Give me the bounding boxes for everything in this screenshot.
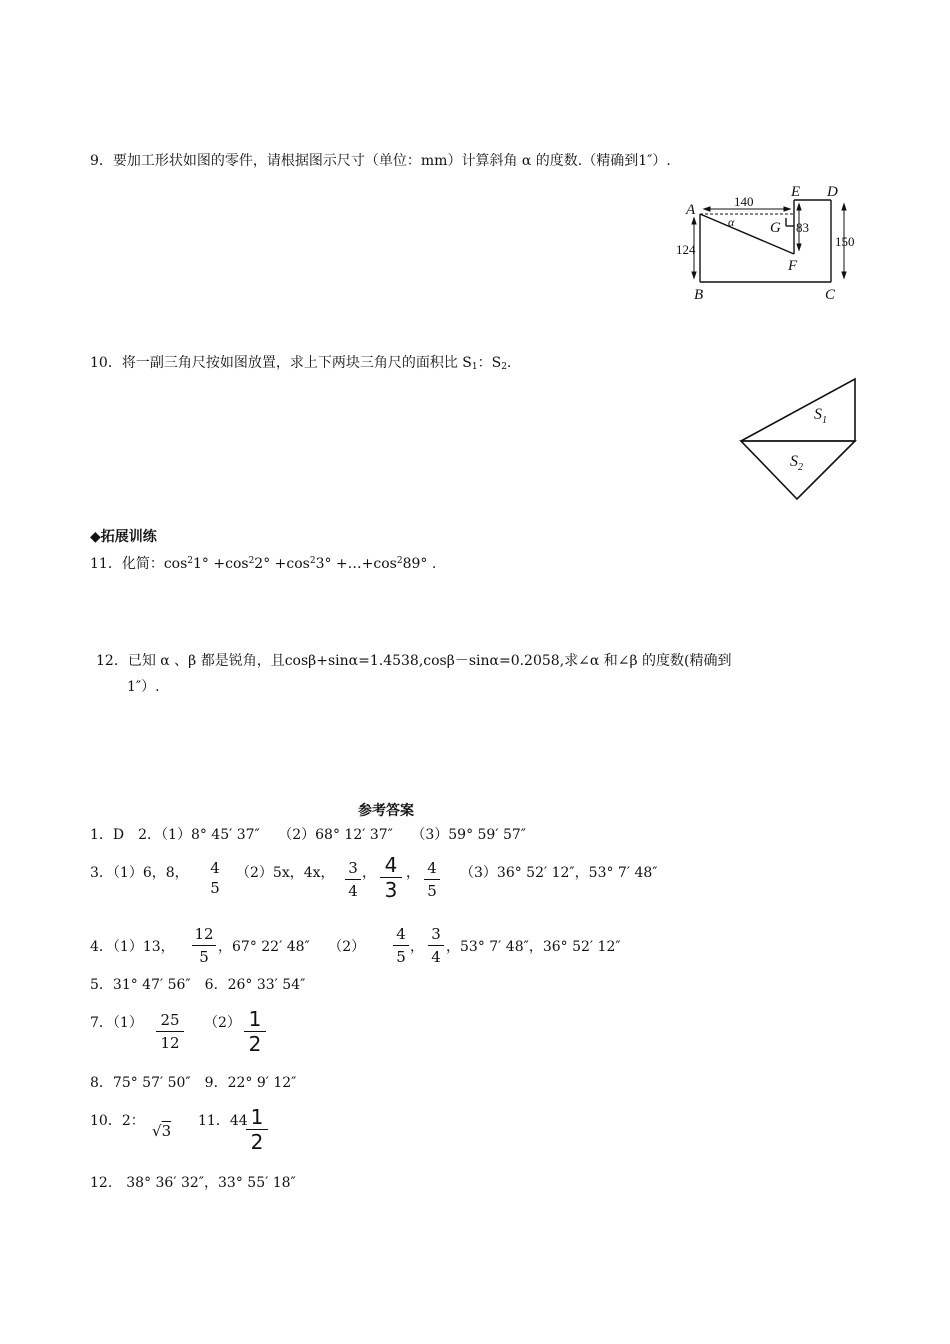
section-title: ◆拓展训练 xyxy=(90,529,157,545)
fig9-label-f: F xyxy=(788,258,798,274)
answer-4-part-3: ，53° 7′ 48″，36° 52′ 12″ xyxy=(446,939,621,955)
answer-7-part-2: （2） xyxy=(204,1015,241,1031)
fig9-label-b: B xyxy=(694,287,704,303)
answer-12: 12. 38° 36′ 32″，33° 55′ 18″ xyxy=(90,1175,296,1191)
answer-3-fraction-3: 4 3 xyxy=(380,854,402,901)
answer-3-fraction-2: 3 4 xyxy=(345,858,361,901)
answer-8-9: 8．75° 57′ 50″ 9．22° 9′ 12″ xyxy=(90,1075,297,1091)
fig9-label-g: G xyxy=(770,220,781,236)
answer-4-fraction-1: 12 5 xyxy=(192,924,216,967)
answer-7-fraction-2: 1 2 xyxy=(244,1008,266,1055)
figure-9-part-diagram xyxy=(668,182,868,304)
fig10-label-s2: $S_2$ xyxy=(790,453,803,473)
answer-3-fraction-4: 4 5 xyxy=(424,858,440,901)
answer-3-comma-2: ， xyxy=(406,865,420,881)
fig9-dim-124: 124 xyxy=(676,242,696,257)
fig9-label-d: D xyxy=(827,184,838,200)
answer-4-fraction-2: 4 5 xyxy=(393,924,409,967)
answer-10-sqrt: √3 xyxy=(152,1122,172,1140)
fig9-label-alpha: α xyxy=(728,215,735,229)
answer-4-comma: ， xyxy=(410,939,424,955)
fig9-label-e: E xyxy=(791,184,801,200)
answer-4-fraction-3: 3 4 xyxy=(428,924,444,967)
answer-3-part-1: 3．（1）6，8， xyxy=(90,865,189,881)
answer-3-part-2: （2）5x，4x， xyxy=(236,865,335,881)
answer-3-part-3: （3）36° 52′ 12″，53° 7′ 48″ xyxy=(460,865,658,881)
answer-11-part: 11．44 xyxy=(198,1113,248,1129)
answer-4-part-2: ，67° 22′ 48″ （2） xyxy=(218,939,366,955)
question-12-line-2: 1″）. xyxy=(127,679,160,695)
answer-7-part-1: 7．（1） xyxy=(90,1015,143,1031)
question-11: 11．化简：$\cos^21^\circ +\cos^22^\circ +\cos^23^\circ$ $+\dots+\cos^289^\circ$ . xyxy=(90,556,437,572)
fig9-dim-140: 140 xyxy=(734,194,754,209)
fig9-label-a: A xyxy=(686,202,696,218)
answer-3-comma-1: ， xyxy=(362,865,376,881)
answer-11-fraction: 1 2 xyxy=(246,1106,268,1153)
answer-4-part-1: 4．（1）13， xyxy=(90,939,175,955)
fig9-label-c: C xyxy=(825,287,836,303)
question-9: 9．要加工形状如图的零件，请根据图示尺寸（单位：mm）计算斜角 α 的度数.（精确到1″）. xyxy=(90,153,671,169)
question-10: 10．将一副三角尺按如图放置，求上下两块三角尺的面积比 $S_1$：$S_2$. xyxy=(90,355,512,372)
figure-10-triangles xyxy=(738,374,860,502)
answer-10-part-1: 10．2： xyxy=(90,1113,145,1129)
question-12-line-1: 12．已知 α 、β 都是锐角，且cosβ+sinα=1.4538,cosβ－sinα=0.2058,求∠α 和∠β 的度数(精确到 xyxy=(96,653,732,669)
answer-7-fraction-1: 25 12 xyxy=(156,1010,184,1053)
fig9-dim-150: 150 xyxy=(835,234,855,249)
fig9-dim-83: 83 xyxy=(796,220,809,235)
answer-3-fraction-1: 4 5 xyxy=(210,859,220,897)
answer-5-6: 5．31° 47′ 56″ 6．26° 33′ 54″ xyxy=(90,977,306,993)
answer-1-2: 1．D 2．（1）8° 45′ 37″ （2）68° 12′ 37″ （3）59° 59′ 57″ xyxy=(90,827,527,843)
answers-title: 参考答案 xyxy=(358,803,414,819)
fig10-label-s1: $S_1$ xyxy=(814,406,827,426)
